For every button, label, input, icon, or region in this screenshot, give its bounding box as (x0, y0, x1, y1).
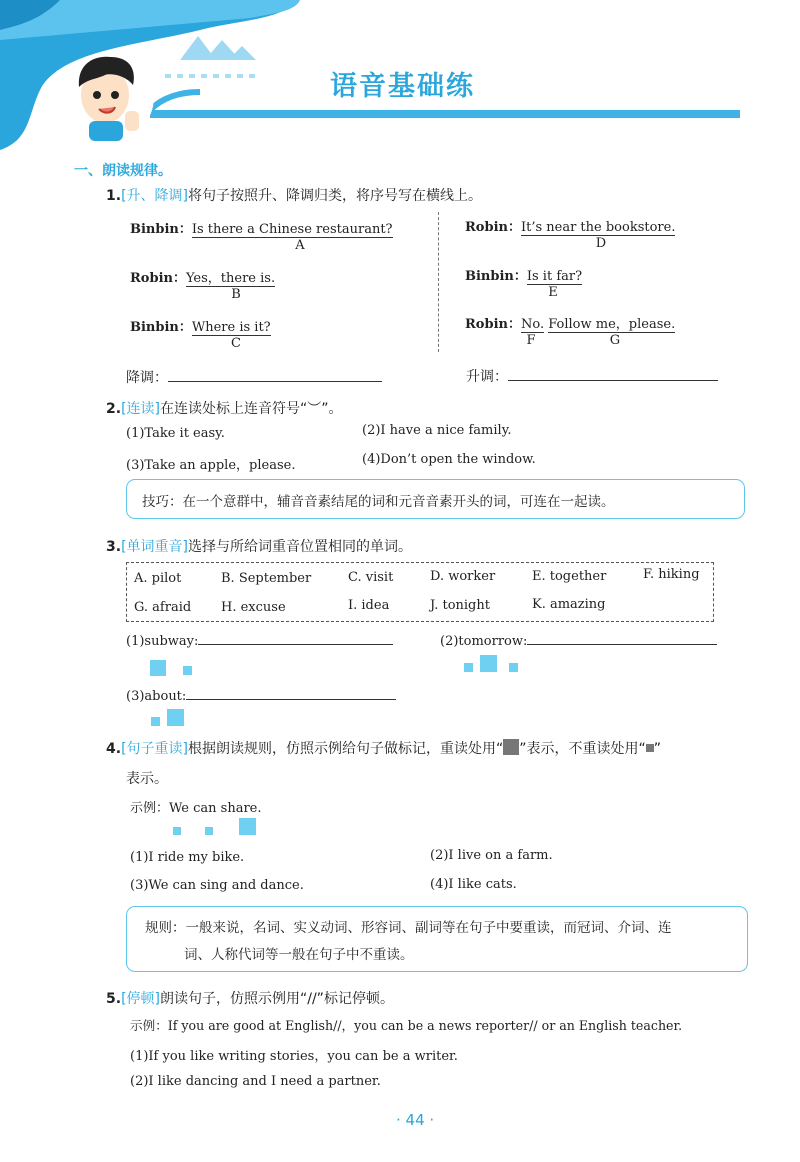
speaker-name: Binbin： (130, 320, 192, 335)
question-tag: [升、降调] (121, 188, 188, 204)
stress-word: (2)tomorrow: (440, 634, 528, 649)
question-tag: [句子重读] (121, 741, 188, 757)
question-tag: [单词重音] (121, 539, 188, 555)
answer-blank[interactable] (508, 380, 718, 381)
sentence-letter: G (609, 333, 621, 348)
exercise-item: (4)I like cats. (430, 877, 517, 892)
stress-square-weak (205, 827, 213, 835)
question-instruction: ” (653, 741, 662, 757)
sentence-letter: D (595, 236, 607, 251)
word-option: D. worker (430, 569, 496, 584)
word-option: F. hiking (643, 567, 700, 582)
answer-blank[interactable] (186, 699, 396, 700)
example-sentence: 示例：If you are good at English//，you can be a news reporter// or an English teacher. (130, 1018, 683, 1033)
exercise-item: (3)We can sing and dance. (130, 878, 304, 893)
dialog-line (465, 216, 675, 235)
answer-blank[interactable] (527, 644, 717, 645)
stress-item[interactable] (126, 634, 393, 649)
tip-text: 技巧：在一个意群中，辅音音素结尾的词和元音音素开头的词，可连在一起读。 (142, 494, 615, 510)
sentence-text: Follow me，please. (548, 317, 676, 332)
word-option: I. idea (348, 598, 390, 613)
stress-square-weak (151, 717, 160, 726)
question-3-header (106, 536, 412, 556)
exercise-item: (2)I have a nice family. (362, 423, 512, 438)
question-number: 4. (106, 741, 122, 757)
header-banner (0, 0, 800, 160)
sentence-text: Is it far? (526, 269, 583, 284)
stress-item[interactable] (126, 689, 396, 704)
dialog-line (130, 218, 393, 237)
stress-square-strong (480, 655, 497, 672)
stress-square-weak (183, 666, 192, 675)
sentence-letter: A (295, 238, 305, 253)
question-instruction: 朗读句子，仿照示例用“//”标记停顿。 (160, 991, 394, 1007)
answer-label: 降调： (126, 370, 168, 386)
exercise-item: (2)I like dancing and I need a partner. (130, 1074, 381, 1089)
rule-text: 词、人称代词等一般在句子中不重读。 (184, 947, 414, 963)
cartoon-boy-avatar (55, 45, 165, 145)
answer-blank[interactable] (198, 644, 393, 645)
exercise-item: (2)I live on a farm. (430, 848, 553, 863)
page-title: 语音基础练 (330, 71, 475, 102)
sentence-letter: B (231, 287, 241, 302)
sentence-text: Where is it? (191, 320, 271, 335)
answer-blank[interactable] (168, 381, 382, 382)
stress-square-weak (509, 663, 518, 672)
question-1-header (106, 185, 482, 205)
stress-square-strong (167, 709, 184, 726)
word-option: E. together (532, 569, 607, 584)
rising-tone-answer[interactable] (466, 366, 718, 386)
sentence-text: No. (520, 317, 545, 332)
dialog-line (465, 313, 675, 332)
word-option: H. excuse (221, 600, 286, 615)
sentence-letter: E (548, 285, 558, 300)
word-option: J. tonight (430, 598, 490, 613)
question-instruction: 选择与所给词重音位置相同的单词。 (188, 539, 412, 555)
question-instruction: 在连读处标上连音符号“︶”。 (160, 401, 343, 417)
exercise-item: (3)Take an apple，please. (126, 458, 296, 473)
speaker-name: Binbin： (465, 269, 527, 284)
section-heading: 一、朗读规律。 (74, 163, 172, 179)
word-option: K. amazing (532, 597, 606, 612)
word-option: B. September (221, 571, 312, 586)
speaker-name: Robin： (130, 271, 186, 286)
exercise-item: (1)I ride my bike. (130, 850, 245, 865)
question-instruction: 将句子按照升、降调归类，将序号写在横线上。 (188, 188, 482, 204)
exercise-item: (1)If you like writing stories，you can be a writer. (130, 1049, 458, 1064)
rule-box (126, 906, 748, 972)
word-option: G. afraid (134, 600, 192, 615)
question-number: 5. (106, 991, 122, 1007)
stress-square-weak (464, 663, 473, 672)
column-divider (438, 212, 439, 352)
dialog-line (130, 316, 271, 335)
stress-item[interactable] (440, 634, 717, 649)
page-number: · 44 · (396, 1111, 435, 1129)
word-option: A. pilot (134, 571, 182, 586)
question-2-header (106, 398, 343, 418)
question-tag: [连读] (121, 401, 160, 417)
speaker-name: Robin： (465, 220, 521, 235)
stress-word: (1)subway: (126, 634, 199, 649)
strong-square-icon (503, 739, 519, 755)
answer-label: 升调： (466, 369, 508, 385)
stress-square-strong (239, 818, 256, 835)
sentence-letter: C (231, 336, 241, 351)
question-tag: [停顿] (121, 991, 160, 1007)
question-instruction-continued: 表示。 (126, 771, 168, 787)
question-number: 3. (106, 539, 122, 555)
question-number: 2. (106, 401, 122, 417)
speaker-name: Binbin： (130, 222, 192, 237)
stress-word: (3)about: (126, 689, 187, 704)
question-5-header (106, 988, 394, 1008)
exercise-item: (1)Take it easy. (126, 426, 225, 441)
falling-tone-answer[interactable] (126, 367, 382, 387)
sentence-letter: F (526, 333, 536, 348)
sentence-text: Yes，there is. (185, 271, 276, 286)
sentence-text: It’s near the bookstore. (520, 220, 676, 235)
example-sentence: 示例：We can share. (130, 801, 262, 816)
rule-text: 规则：一般来说，名词、实义动词、形容词、副词等在句子中要重读，而冠词、介词、连 (145, 920, 672, 936)
sentence-text: Is there a Chinese restaurant? (191, 222, 393, 237)
exercise-item: (4)Don’t open the window. (362, 452, 536, 467)
question-instruction: 根据朗读规则，仿照示例给句子做标记，重读处用“ (188, 741, 504, 757)
question-4-header (106, 738, 661, 758)
word-options-box (126, 562, 714, 622)
question-instruction: ”表示，不重读处用“ (519, 741, 646, 757)
stress-square-weak (173, 827, 181, 835)
word-option: C. visit (348, 570, 394, 585)
stress-square-strong (150, 660, 166, 676)
dialog-line (130, 267, 275, 286)
tip-box (126, 479, 745, 519)
question-number: 1. (106, 188, 122, 204)
speaker-name: Robin： (465, 317, 521, 332)
dialog-line (465, 265, 582, 284)
weak-square-icon (646, 744, 654, 752)
